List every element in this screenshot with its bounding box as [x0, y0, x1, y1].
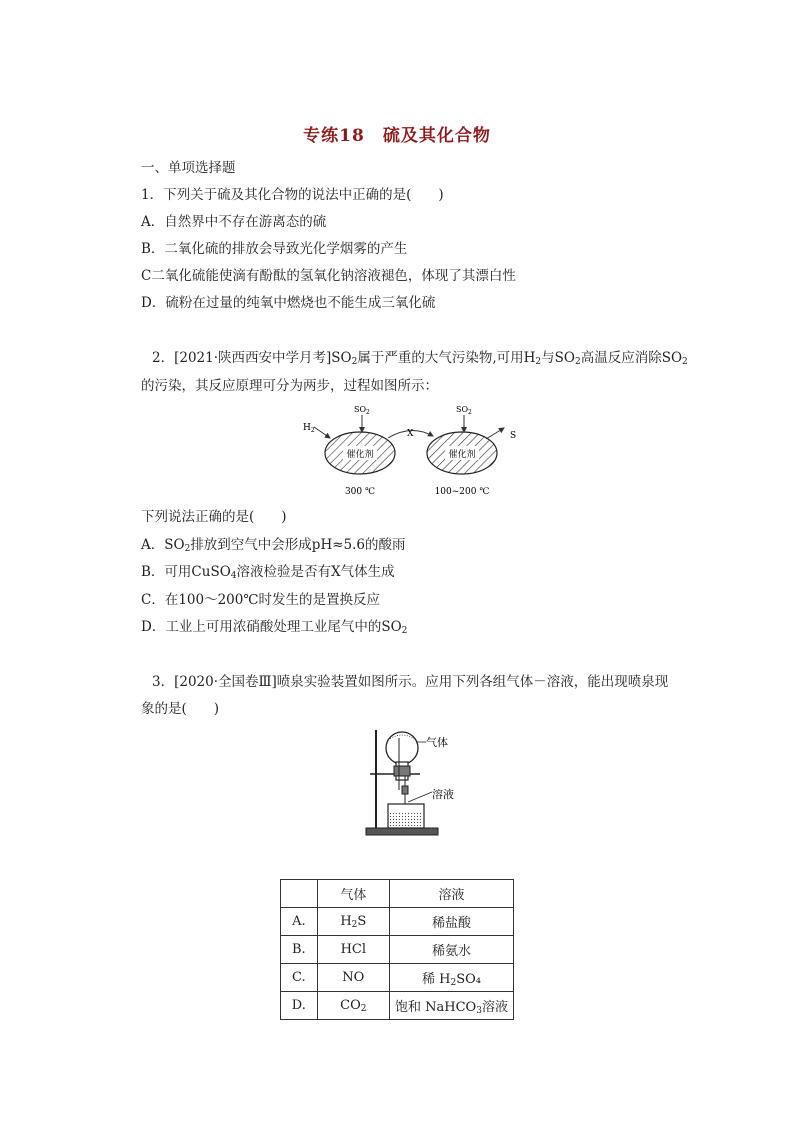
row-gas: HCl — [317, 936, 389, 964]
x-label: X — [407, 429, 414, 439]
row-solution: 饱和 NaHCO$_3$溶液 — [389, 992, 513, 1020]
row-option: B. — [281, 936, 318, 964]
options-table — [280, 879, 514, 1020]
table-header — [281, 880, 318, 908]
q2-option-a: A．$SO_2$排放到空气中会形成pH≈5.6的酸雨 — [141, 537, 406, 554]
table-header: 气体 — [317, 880, 389, 908]
table-header: 溶液 — [389, 880, 513, 908]
h2-label: $H_2$ — [303, 423, 315, 434]
flask — [386, 732, 418, 764]
row-solution: 稀氨水 — [389, 936, 513, 964]
row-option: D. — [281, 992, 318, 1020]
row-option: C. — [281, 964, 318, 992]
catalyst-label-2: 催化剂 — [448, 450, 476, 460]
solution-label: 溶液 — [432, 788, 454, 801]
q1-option-d: D．硫粉在过量的纯氧中燃烧也不能生成三氧化硫 — [141, 295, 436, 311]
page-title: 专练18 硫及其化合物 — [303, 126, 491, 146]
q3-stem: 3．[2020·全国卷Ⅲ]喷泉实验装置如图所示。应用下列各组气体－溶液，能出现喷泉现 — [152, 674, 669, 690]
fountain-apparatus — [362, 728, 472, 840]
q2-option-b: B．可用CuSO$_4$溶液检验是否有X气体生成 — [141, 564, 395, 581]
q2-stem: 2．[2021·陕西西安中学月考]$SO_2$属于严重的大气污染物,可用$H_2$与$SO_2$高温反应消除$SO_2$ — [152, 350, 688, 367]
beaker-solution — [389, 812, 423, 827]
q2-option-c: C．在100～200℃时发生的是置换反应 — [141, 592, 380, 608]
q1-option-b: B．二氧化硫的排放会导致光化学烟雾的产生 — [141, 241, 408, 257]
q3-stem-line2: 象的是( ) — [141, 701, 220, 717]
row-solution: 稀盐酸 — [389, 908, 513, 936]
gas-label: 气体 — [426, 736, 448, 749]
reaction-diagram — [300, 400, 530, 500]
row-gas: NO — [317, 964, 389, 992]
s-label: S — [510, 431, 517, 441]
table-row — [281, 936, 514, 964]
q1-option-a: A．自然界中不存在游离态的硫 — [141, 214, 327, 230]
row-gas: $CO_2$ — [317, 992, 389, 1020]
q2-stem-line2: 的污染，其反应原理可分为两步，过程如图所示： — [141, 378, 438, 394]
q2-option-d: D．工业上可用浓硝酸处理工业尾气中的$SO_2$ — [141, 619, 408, 636]
h2-arrow — [314, 427, 330, 438]
q1-option-c: C二氧化硫能使滴有酚酞的氢氧化钠溶液褪色，体现了其漂白性 — [141, 268, 516, 284]
so2-label-2: $SO_2$ — [456, 405, 472, 416]
row-gas: $H_2S$ — [317, 908, 389, 936]
q2-prompt: 下列说法正确的是( ) — [141, 509, 287, 525]
s-arrow — [486, 428, 504, 439]
temp-label-1: 300 ℃ — [344, 487, 376, 497]
stand-base — [366, 828, 438, 835]
row-solution: 稀 $H_2SO_4$ — [389, 964, 513, 992]
temp-label-2: 100~200 ℃ — [434, 487, 490, 497]
section-heading: 一、单项选择题 — [141, 160, 236, 176]
table-row — [281, 992, 514, 1020]
catalyst-label-1: 催化剂 — [346, 450, 374, 460]
table-row — [281, 964, 514, 992]
table-row — [281, 908, 514, 936]
row-option: A. — [281, 908, 318, 936]
table-header-row — [281, 880, 514, 908]
q1-stem: 1．下列关于硫及其化合物的说法中正确的是( ) — [141, 187, 444, 203]
so2-label-1: $SO_2$ — [354, 405, 370, 416]
